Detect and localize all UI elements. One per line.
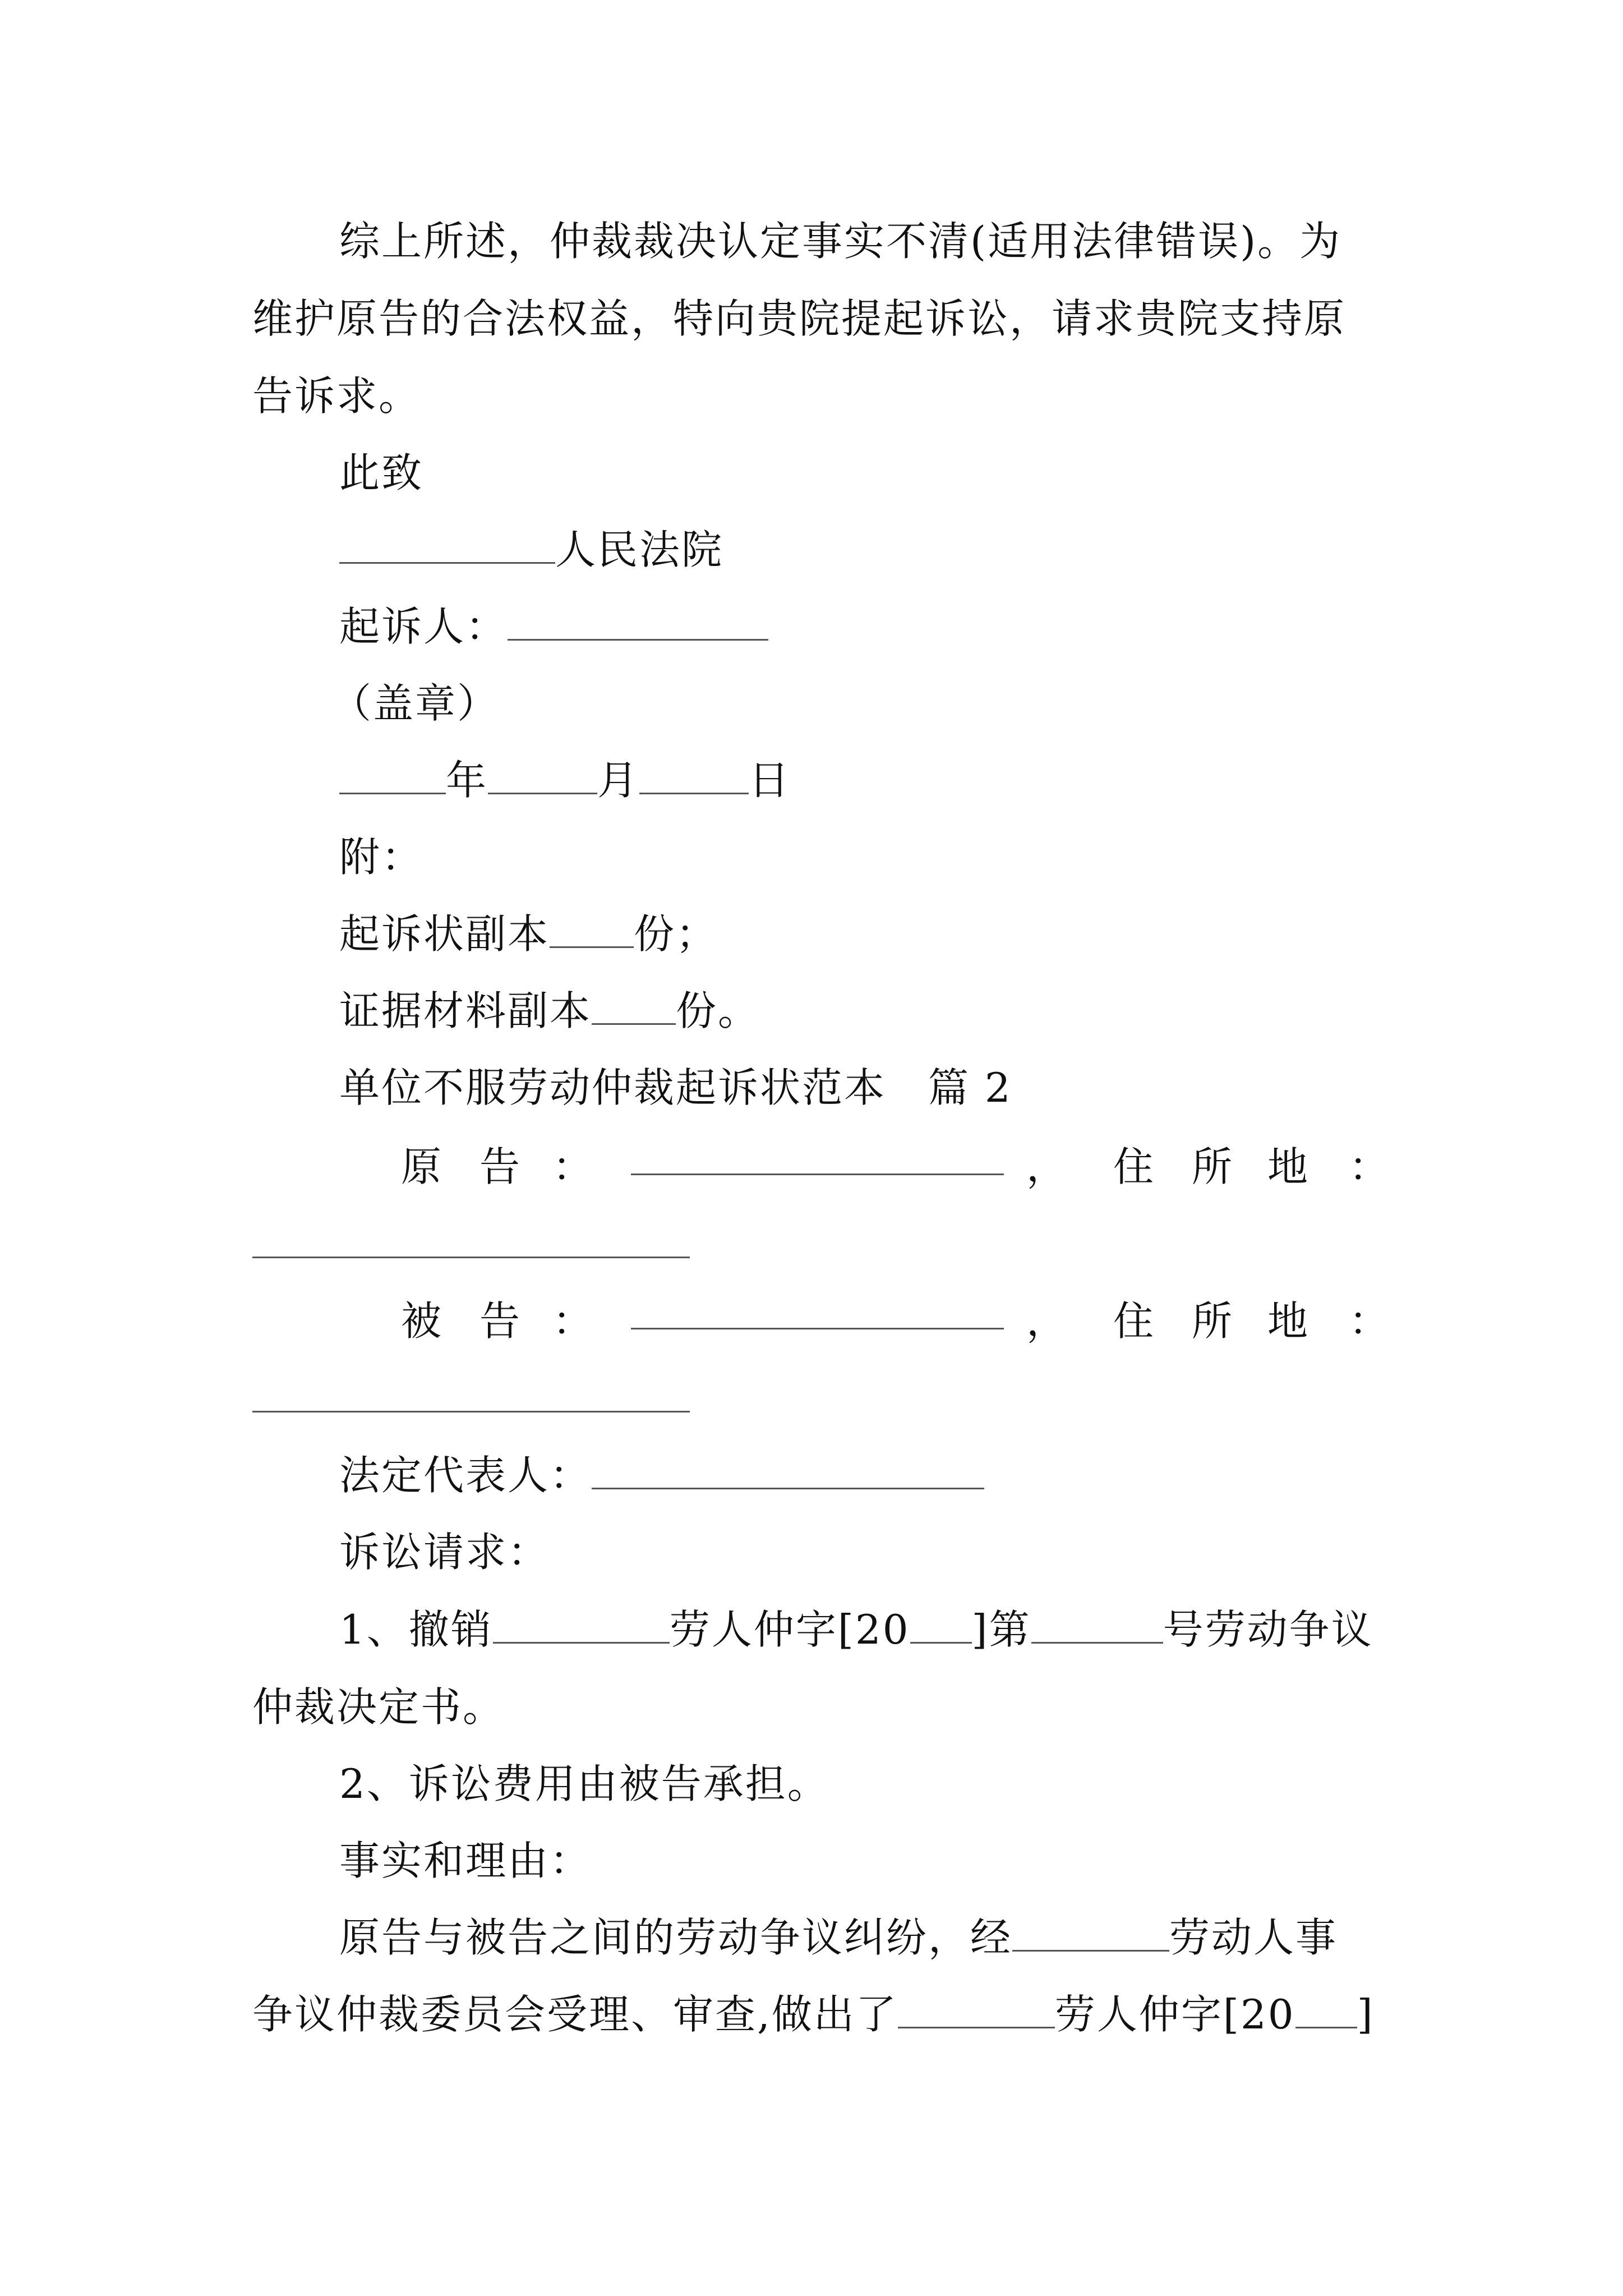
court-line [339, 522, 1483, 578]
facts-line-2-prefix: 争议仲裁委员会受理、审查,做出了 [252, 1991, 898, 2038]
facts-line-2 [252, 1986, 1396, 2042]
plaintiff-label-2: 告 [479, 1143, 520, 1190]
evidence-copies-prefix: 证据材料副本 [339, 987, 592, 1034]
facts-blank-2 [898, 1992, 1055, 2028]
claim-1-line-2: 仲裁决定书。 [252, 1683, 505, 1731]
facts-line-2-mid: 劳人仲字[20 [1054, 1991, 1295, 2038]
plaintiff-sign-label: 起诉人： [339, 603, 508, 650]
claim-1-line-1 [339, 1602, 1483, 1658]
claims-label: 诉讼请求： [339, 1529, 550, 1576]
plaintiff-label-1: 原 [401, 1143, 442, 1190]
defendant-addr-2: 所 [1192, 1297, 1233, 1345]
facts-line-1 [339, 1910, 1483, 1966]
facts-line-2-suffix: ] [1357, 1991, 1375, 2038]
claim-1-mid-1: 劳人仲字[20 [669, 1606, 910, 1653]
plaintiff-signature-line [339, 599, 1483, 655]
claim-2: 2、诉讼费用由被告承担。 [339, 1760, 829, 1807]
plaintiff-comma: ， [1026, 1143, 1067, 1190]
month-blank [488, 758, 597, 794]
evidence-copies-line [339, 983, 1483, 1039]
defendant-label-2: 告 [479, 1297, 520, 1345]
conclusion-line-3: 告诉求。 [252, 372, 421, 420]
claim-1-blank-2 [910, 1607, 972, 1644]
court-suffix: 人民法院 [555, 526, 724, 573]
facts-blank-1 [1012, 1915, 1169, 1952]
facts-line-1-suffix: 劳动人事 [1169, 1914, 1338, 1961]
conclusion-line-2: 维护原告的合法权益，特向贵院提起诉讼，请求贵院支持原 [252, 295, 1347, 342]
day-label: 日 [749, 757, 791, 804]
plaintiff-addr-3: 地 [1267, 1143, 1308, 1190]
facts-label: 事实和理由： [339, 1837, 592, 1884]
attachment-label: 附： [339, 834, 424, 881]
defendant-colon: ： [552, 1297, 593, 1345]
defendant-addr-1: 住 [1113, 1297, 1154, 1345]
defendant-comma: ， [1026, 1297, 1067, 1345]
plaintiff-address-blank [252, 1257, 690, 1258]
date-line [339, 752, 1483, 808]
month-label: 月 [597, 757, 640, 804]
evidence-copies-blank [592, 988, 676, 1025]
seal-line: （盖章） [331, 680, 500, 727]
section-title: 单位不服劳动仲裁起诉状范本 篇 2 [339, 1064, 1012, 1111]
plaintiff-sign-blank [508, 604, 768, 641]
year-blank [339, 758, 446, 794]
legal-rep-line [339, 1447, 1483, 1503]
evidence-copies-suffix: 份。 [676, 987, 760, 1034]
claim-1-suffix: 号劳动争议 [1163, 1606, 1373, 1653]
plaintiff-addr-1: 住 [1113, 1143, 1154, 1190]
claim-1-prefix: 1、撤销 [339, 1606, 493, 1653]
defendant-addr-3: 地 [1267, 1297, 1308, 1345]
facts-blank-3 [1295, 1992, 1357, 2028]
attachment-copies-line [339, 906, 1483, 962]
defendant-address-blank [252, 1411, 690, 1412]
salutation: 此致 [339, 449, 424, 496]
court-name-blank [339, 527, 555, 564]
plaintiff-addr-2: 所 [1192, 1143, 1233, 1190]
defendant-label-1: 被 [401, 1297, 442, 1345]
attachment-copies-prefix: 起诉状副本 [339, 910, 550, 958]
legal-rep-blank [592, 1453, 984, 1489]
plaintiff-colon: ： [552, 1143, 593, 1190]
claim-1-mid-2: ]第 [971, 1606, 1031, 1653]
attachment-copies-suffix: 份； [634, 910, 718, 958]
facts-line-1-prefix: 原告与被告之间的劳动争议纠纷，经 [339, 1914, 1013, 1961]
day-blank [639, 758, 749, 794]
claim-1-blank-1 [493, 1607, 670, 1644]
conclusion-line-1: 综上所述，仲裁裁决认定事实不清(适用法律错误)。为 [339, 218, 1342, 265]
defendant-addr-colon: ： [1349, 1297, 1390, 1345]
year-label: 年 [446, 757, 488, 804]
plaintiff-addr-colon: ： [1349, 1143, 1390, 1190]
attachment-copies-blank [550, 912, 634, 948]
legal-rep-label: 法定代表人： [339, 1452, 592, 1499]
claim-1-blank-3 [1031, 1607, 1163, 1644]
